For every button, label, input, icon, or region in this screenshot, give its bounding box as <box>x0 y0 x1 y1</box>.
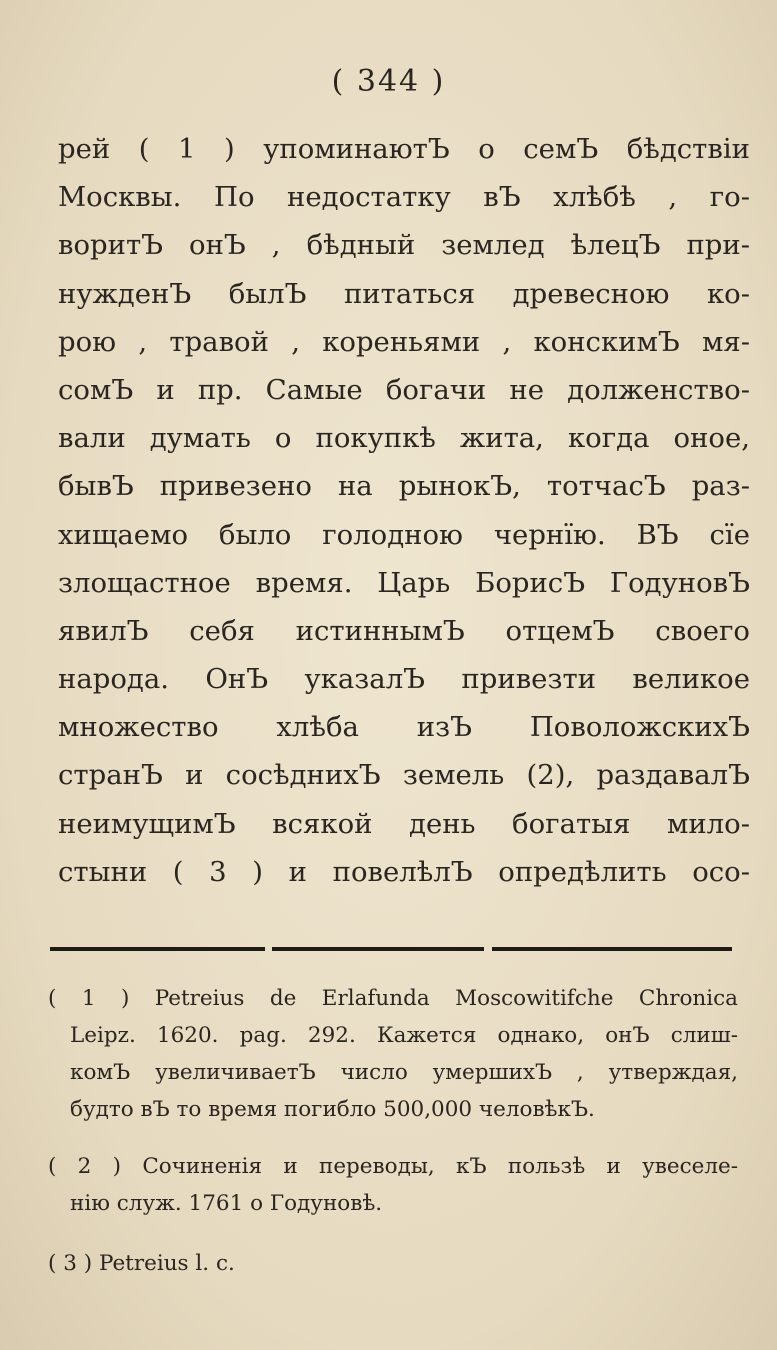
text-line: народа. ОнЪ указалЪ привезти великое <box>58 663 750 696</box>
text-line: сомЪ и пр. Самые богачи не долженство- <box>58 373 750 406</box>
text-line: рей ( 1 ) упоминаютЪ о семЪ бѣдствіи <box>58 133 750 165</box>
text-line: множество хлѣба изЪ ПоволожскихЪ <box>58 711 750 744</box>
footnotes <box>48 980 738 1282</box>
text-line: неимущимЪ всякой день богатыя мило- <box>58 807 750 840</box>
footnote-line: ( 3 ) Petreius l. c. <box>48 1251 235 1276</box>
footnote-2 <box>48 1148 738 1222</box>
footnote-divider <box>50 947 265 951</box>
footnote-line: ( 1 ) Petreius de Erlafunda Moscowitifche Chronica <box>48 986 738 1011</box>
footnote-divider <box>272 947 484 951</box>
footnote-line: комЪ увеличиваетЪ число умершихЪ , утверждая, <box>70 1060 738 1085</box>
page-number: ( 344 ) <box>331 64 446 99</box>
text-line: явилЪ себя истиннымЪ отцемЪ своего <box>58 614 750 647</box>
footnote-3 <box>48 1245 738 1282</box>
text-line: странЪ и сосѣднихЪ земель (2), раздавалЪ <box>58 759 750 792</box>
text-line: нужденЪ былЪ питаться древесною ко- <box>58 277 750 310</box>
footnote-1 <box>48 980 738 1128</box>
footnote-line: ( 2 ) Сочиненія и переводы, кЪ пользѣ и увеселе- <box>48 1154 738 1179</box>
footnote-divider <box>492 947 732 951</box>
text-line: хищаемо было голодною чернїю. ВЪ сїе <box>58 518 750 551</box>
text-line: вали думать о покупкѣ жита, когда оное, <box>58 422 750 455</box>
text-line: Москвы. По недостатку вЪ хлѣбѣ , го- <box>58 181 750 214</box>
body-text <box>58 125 750 896</box>
text-line: воритЪ онЪ , бѣдный землед ѣлецЪ при- <box>58 229 750 262</box>
footnote-line: будто вЪ то время погибло 500,000 человѣкЪ. <box>70 1097 595 1122</box>
text-line: стыни ( 3 ) и повелѣлЪ опредѣлить осо- <box>58 855 750 888</box>
text-line: злощастное время. Царь БорисЪ ГодуновЪ <box>58 566 750 599</box>
footnote-line: нію служ. 1761 о Годуновѣ. <box>70 1191 383 1216</box>
text-line: бывЪ привезено на рынокЪ, тотчасЪ раз- <box>58 470 750 503</box>
footnote-line: Leipz. 1620. pag. 292. Кажется однако, онЪ слиш- <box>70 1023 738 1048</box>
text-line: рою , травой , кореньями , конскимЪ мя- <box>58 325 750 358</box>
